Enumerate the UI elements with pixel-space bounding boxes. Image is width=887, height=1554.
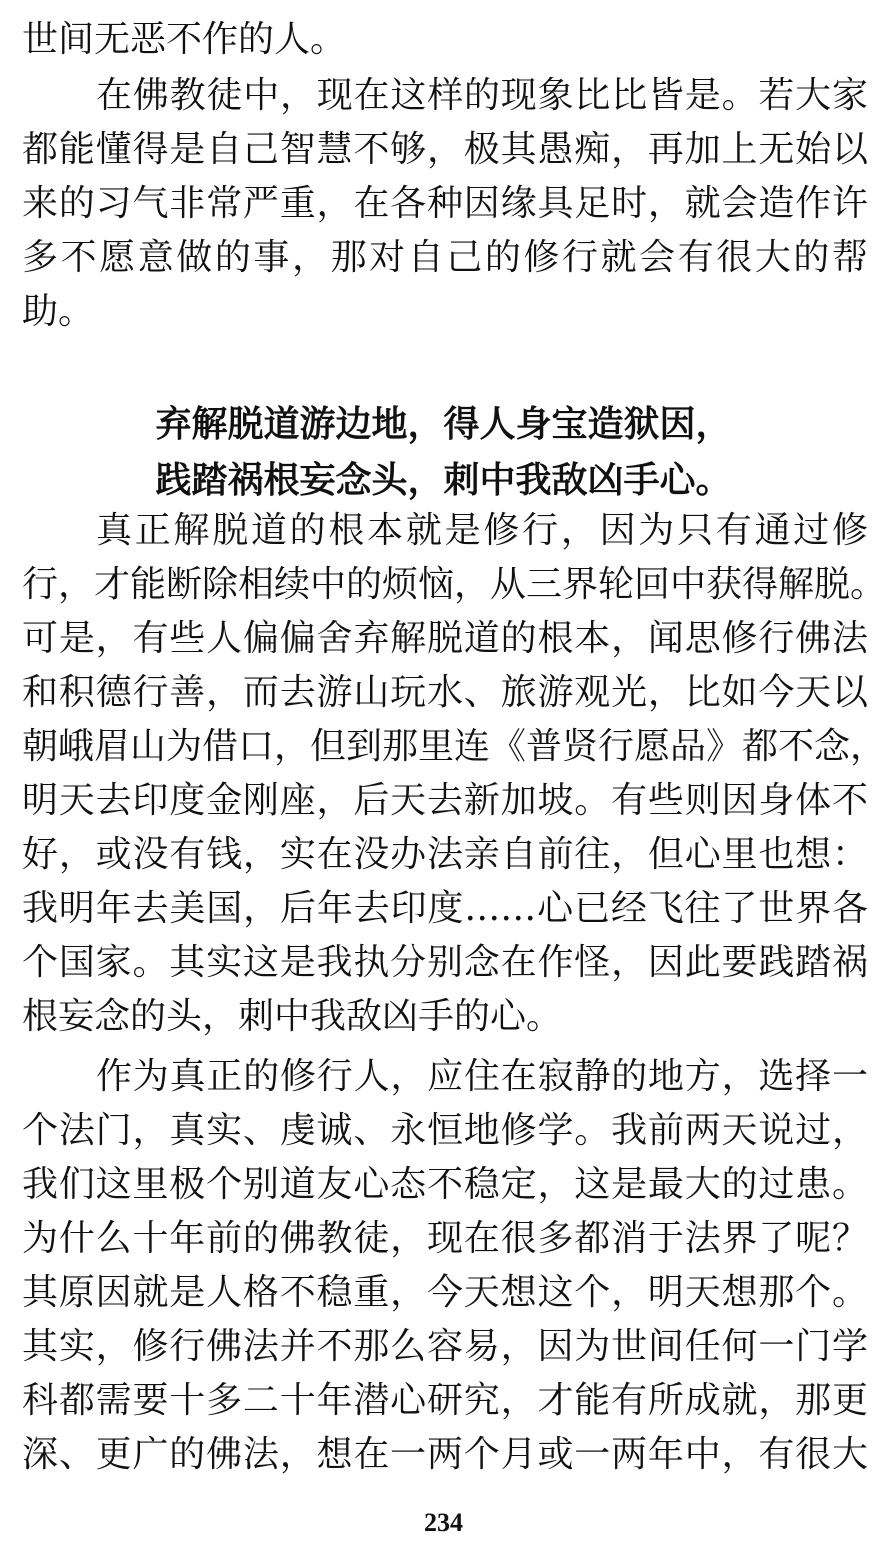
paragraph3-line-5: 朝峨眉山为借口，但到那里连《普贤行愿品》都不念， — [22, 726, 887, 767]
paragraph2-line-3: 来的习气非常严重，在各种因缘具足时，就会造作许 — [22, 183, 868, 224]
verse-line-1: 弃解脱道游边地，得人身宝造狱因， — [155, 403, 732, 445]
paragraph3-line-7: 好，或没有钱，实在没办法亲自前往，但心里也想： — [22, 834, 868, 875]
paragraph4-line-7: 科都需要十多二十年潜心研究，才能有所成就，那更 — [22, 1380, 868, 1421]
paragraph3-line-1: 真正解脱道的根本就是修行，因为只有通过修 — [96, 510, 868, 551]
paragraph4-line-3: 我们这里极个别道友心态不稳定，这是最大的过患。 — [22, 1164, 868, 1205]
paragraph3-line-8: 我明年去美国，后年去印度……心已经飞往了世界各 — [22, 888, 868, 929]
verse-line-2: 践踏祸根妄念头，刺中我敌凶手心。 — [155, 459, 732, 501]
paragraph3-line-9: 个国家。其实这是我执分别念在作怪，因此要践踏祸 — [22, 942, 868, 983]
paragraph4-line-2: 个法门，真实、虔诚、永恒地修学。我前两天说过， — [22, 1110, 868, 1151]
paragraph3-line-6: 明天去印度金刚座，后天去新加坡。有些则因身体不 — [22, 780, 868, 821]
paragraph4-line-8: 深、更广的佛法，想在一两个月或一两年中，有很大 — [22, 1434, 868, 1475]
paragraph4-line-6: 其实，修行佛法并不那么容易，因为世间任何一门学 — [22, 1326, 868, 1367]
paragraph3-line-3: 可是，有些人偏偏舍弃解脱道的根本，闻思修行佛法 — [22, 618, 868, 659]
page-number: 234 — [424, 1508, 463, 1537]
paragraph4-line-1: 作为真正的修行人，应住在寂静的地方，选择一 — [96, 1056, 868, 1097]
paragraph3-line-4: 和积德行善，而去游山玩水、旅游观光，比如今天以 — [22, 672, 868, 713]
paragraph3-line-2: 行，才能断除相续中的烦恼，从三界轮回中获得解脱。 — [22, 564, 887, 605]
paragraph4-line-4: 为什么十年前的佛教徒，现在很多都消于法界了呢？ — [22, 1218, 868, 1259]
paragraph4-line-5: 其原因就是人格不稳重，今天想这个，明天想那个。 — [22, 1272, 868, 1313]
paragraph2-line-2: 都能懂得是自己智慧不够，极其愚痴，再加上无始以 — [22, 129, 868, 170]
paragraph1-line-1: 世间无恶不作的人。 — [22, 19, 347, 60]
paragraph2-line-4: 多不愿意做的事，那对自己的修行就会有很大的帮 — [22, 237, 868, 278]
paragraph2-line-1: 在佛教徒中，现在这样的现象比比皆是。若大家 — [96, 75, 868, 116]
paragraph3-line-10: 根妄念的头，刺中我敌凶手的心。 — [22, 996, 563, 1037]
paragraph2-line-5: 助。 — [22, 291, 95, 332]
